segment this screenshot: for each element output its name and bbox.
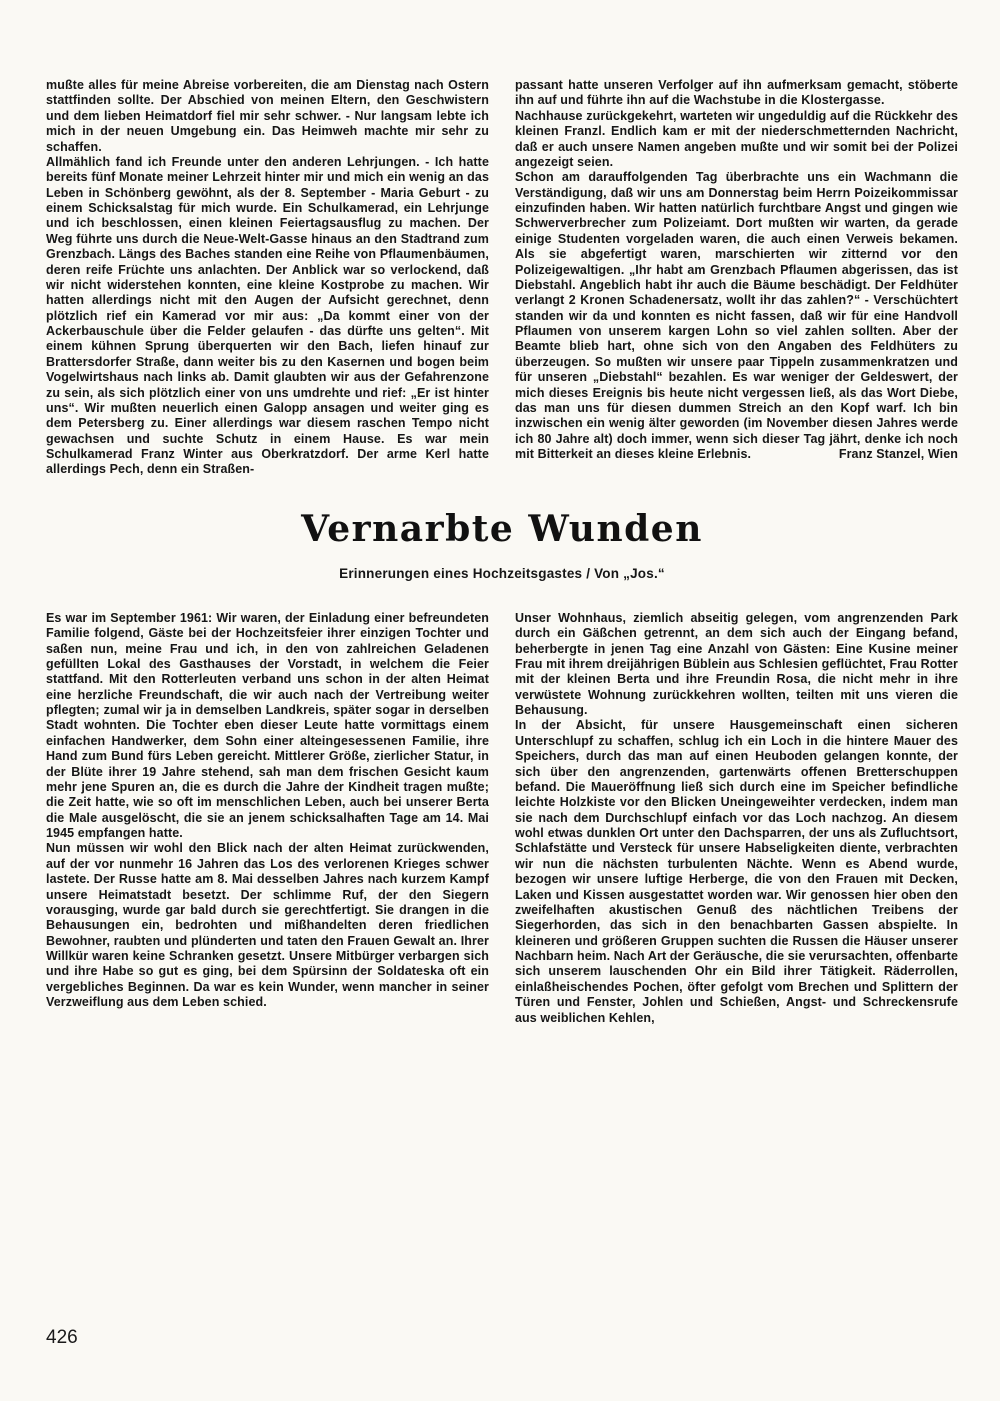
bottom-right-column: [515, 611, 958, 1026]
article-header: [46, 478, 958, 611]
top-section: [46, 78, 958, 478]
article-title: Vernarbte Wunden: [301, 507, 703, 550]
paragraph: Es war im September 1961: Wir waren, der Einladung einer befreundeten Familie folgend, Gäste bei der Hochzeitsfeier ihrer einzigen Tochter und saßen nun, meine Frau und ich, in den von zahlreichen Geladenen gefüllten Lokal des Gasthauses der Vorstadt, in welchem die Feier stattfand. Mit den Rotterleuten verband uns schon in der alten Heimat eine herzliche Freundschaft, die wir auch nach der Vertreibung weiter pflegten; zumal wir ja in demselben Landkreis, später sogar in derselben Stadt wohnten. Die Tochter eben dieser Leute hatte vormittags einem einfachen Handwerker, dem Sohn einer alteingesessenen Familie, ihre Hand zum Bund fürs Leben gereicht. Mittlerer Größe, zierlicher Statur, in der Blüte ihrer 19 Jahre stehend, sah man dem frischen Gesicht kaum mehr jene Spuren an, die es durch die Jahre der Kindheit tragen mußte; die Zeit hatte, wie so oft im menschlichen Leben, auch bei unserer Berta die Male ausgelöscht, die sie an jenem schicksalhaften Tage am 14. Mai 1945 empfangen hatte.: [46, 610, 489, 840]
paragraph-text: Schon am darauffolgenden Tag überbrachte uns ein Wachmann die Verständigung, daß wir uns am Donnerstag beim Herrn Poizeikommissar einzufinden haben. Wir hatten natürlich furchtbare Angst und gingen wie Schwerverbrecher zum Polizeiamt. Dort mußten wir warten, da gerade einige Studenten vorgeladen waren, die auch einen Verweis bekamen. Als sie abgefertigt waren, marschierten wir zitternd vor den Polizeigewaltigen. „Ihr habt am Grenzbach Pflaumen abgerissen, das ist Diebstahl. Angeblich habt ihr auch die Bäume beschädigt. Der Feldhüter verlangt 2 Kronen Schadenersatz, wollt ihr das zahlen?“ - Verschüchtert standen wir da und konnten es nicht fassen, daß wir für eine Handvoll Pflaumen von unserem kargen Lohn so viel zahlen sollten. Aber der Beamte blieb hart, ohne sich von den Angaben des Feldhüters zu überzeugen. So mußten wir unsere paar Tippeln zusammenkratzen und für unseren „Diebstahl“ bezahlen. Es war weniger der Geldeswert, der mich dieses Ereignis bis heute nicht vergessen ließ, als das Wort Diebe, das man uns für diesen dummen Streich an den Kopf warf. Ich bin inzwischen ein wenig älter geworden (im November diesen Jahres werde ich 80 Jahre alt) doch immer, wenn sich dieser Tag jährt, denke ich noch mit Bitterkeit an dieses kleine Erlebnis.: [515, 170, 958, 461]
author-name: Franz Stanzel, Wien: [838, 447, 958, 461]
paragraph: Allmählich fand ich Freunde unter den anderen Lehrjungen. - Ich hatte bereits fünf Monate meiner Lehrzeit hinter mir und mich ein wenig an das Leben in Schönberg gewöhnt, als der 8. September - Maria Geburt - zu einem Schicksalstag für mich wurde. Ein Schulkamerad, ein Lehrjunge und ich beschlossen, einen kleinen Feiertagsausflug zu machen. Der Weg führte uns durch die Neue-Welt-Gasse hinaus an den Stadtrand zum Grenzbach. Längs des Baches standen eine Reihe von Pflaumenbäumen, deren reife Früchte uns anlachten. Der Anblick war so verlockend, daß wir nicht widerstehen konnten, eine kleine Kostprobe zu machen. Wir hatten allerdings nicht mit den Augen der Aufsicht gerechnet, denn plötzlich rief ein Kamerad vor mir aus: „Da kommt einer von der Ackerbauschule über die Felder gelaufen - das dürfte uns gelten“. Mit einem kühnen Sprung überquerten wir den Bach, liefen hinauf zur Brattersdorfer Straße, dann weiter bis zu den Kasernen und bogen beim Vogelwirtshaus nach links ab. Damit glaubten wir aus der Gefahrenzone zu sein, als sich plötzlich einer von uns umdrehte und rief: „Er ist hinter uns“. Wir mußten neuerlich einen Galopp ansagen und weiter ging es dem Petersberg zu. Einer allerdings war diesem raschen Tempo nicht gewachsen und suchte Schutz in einem Hause. Es war mein Schulkamerad Franz Winter aus Oberkratzdorf. Der arme Kerl hatte allerdings Pech, denn ein Straßen-: [46, 154, 489, 477]
paragraph: mußte alles für meine Abreise vorbereiten, die am Dienstag nach Ostern stattfinden sollte. Der Abschied von meinen Eltern, den Geschwistern und dem lieben Heimatdorf fiel mir sehr schwer. - Nur langsam lebte ich mich in der neuen Umgebung ein. Das Heimweh machte mir sehr zu schaffen.: [46, 78, 489, 154]
paragraph: Nachhause zurückgekehrt, warteten wir ungeduldig auf die Rückkehr des kleinen Franzl. Endlich kam er mit der niederschmetternden Nachricht, daß er auch unsere Namen angeben mußte und wir somit bei der Polizei angezeigt seien.: [515, 108, 958, 169]
page-number: 426: [46, 1327, 78, 1348]
paragraph: In der Absicht, für unsere Hausgemeinschaft einen sicheren Unterschlupf zu schaffen, schlug ich ein Loch in die hintere Mauer des Speichers, durch das man auf einen Heuboden gelangen konnte, der sich über den angrenzenden, gartenwärts offenen Bretterschuppen befand. Die Maueröffnung ließ sich durch eine im Speicher befindliche leichte Holzkiste vor den Blicken Uneingeweihter verdecken, indem man sie nach dem Durchschlupf einfach vor das Loch nachzog. An diesem wohl etwas dunklen Ort unter den Dachsparren, der uns als Zufluchtsort, Schlafstätte und Versteck für unsere Habseligkeiten diente, verbrachten wir nun die nächsten turbulenten Nächte. Wenn es Abend wurde, bezogen wir unsere luftige Herberge, die von den Frauen mit Decken, Laken und Kissen ausgestattet worden war. Wir genossen hier oben den zweifelhaften akustischen Genuß des nächtlichen Treibens der Siegerhorden, das sich in den benachbarten Gassen abspielte. In kleineren und größeren Gruppen suchten die Russen die Häuser unserer Nachbarn heim. Nach Art der Geräusche, die sie verursachten, offenbarte sich unserem lauschenden Ohr ein Bild ihrer Tätigkeit. Räderrollen, einlaßheischendes Pochen, öfter gefolgt vom Brechen und Splittern der Türen und Fenster, Johlen und Schießen, Angst- und Schreckensrufe aus weiblichen Kehlen,: [515, 718, 958, 1025]
article-subtitle: Erinnerungen eines Hochzeitsgastes / Von „Jos.“: [339, 565, 665, 581]
paragraph: passant hatte unseren Verfolger auf ihn aufmerksam gemacht, stöberte ihn auf und führte ihn auf die Wachstube in die Klostergasse.: [515, 78, 958, 108]
top-left-column: [46, 78, 489, 478]
bottom-left-column: [46, 611, 489, 1026]
paragraph: Unser Wohnhaus, ziemlich abseitig gelegen, vom angrenzenden Park durch ein Gäßchen getrennt, an dem sich auch der Eingang befand, beherbergte in jenen Tag eine Anzahl von Gästen: Eine Kusine meiner Frau mit ihrem dreijährigen Büblein aus Schlesien geflüchtet, Frau Rotter mit der kleinen Berta und ihre Freundin Rosa, die nicht mehr in ihre verwüstete Wohnung zurückkehren wollten, teilten mit uns vieren die Behausung.: [515, 610, 958, 717]
paragraph: [515, 170, 958, 462]
top-right-column: [515, 78, 958, 478]
paragraph: Nun müssen wir wohl den Blick nach der alten Heimat zurückwenden, auf der vor nunmehr 16 Jahren das Los des verlorenen Krieges schwer lastete. Der Russe hatte am 8. Mai desselben Jahres nach kurzem Kampf unsere Heimatstadt besetzt. Der schlimme Ruf, der den Siegern vorausging, wurde gar bald durch sie gerechtfertigt. Sie drangen in die Behausungen ein, bedrohten und mißhandelten deren friedlichen Bewohner, raubten und plünderten und taten den Frauen Gewalt an. Ihrer Willkür waren keine Schranken gesetzt. Unsere Mitbürger verbargen sich und ihre Habe so gut es ging, bei dem Spürsinn der Soldateska oft ein vergebliches Beginnen. Da war es kein Wunder, wenn mancher in seiner Verzweiflung aus dem Leben schied.: [46, 841, 489, 1010]
bottom-section: [46, 611, 958, 1026]
